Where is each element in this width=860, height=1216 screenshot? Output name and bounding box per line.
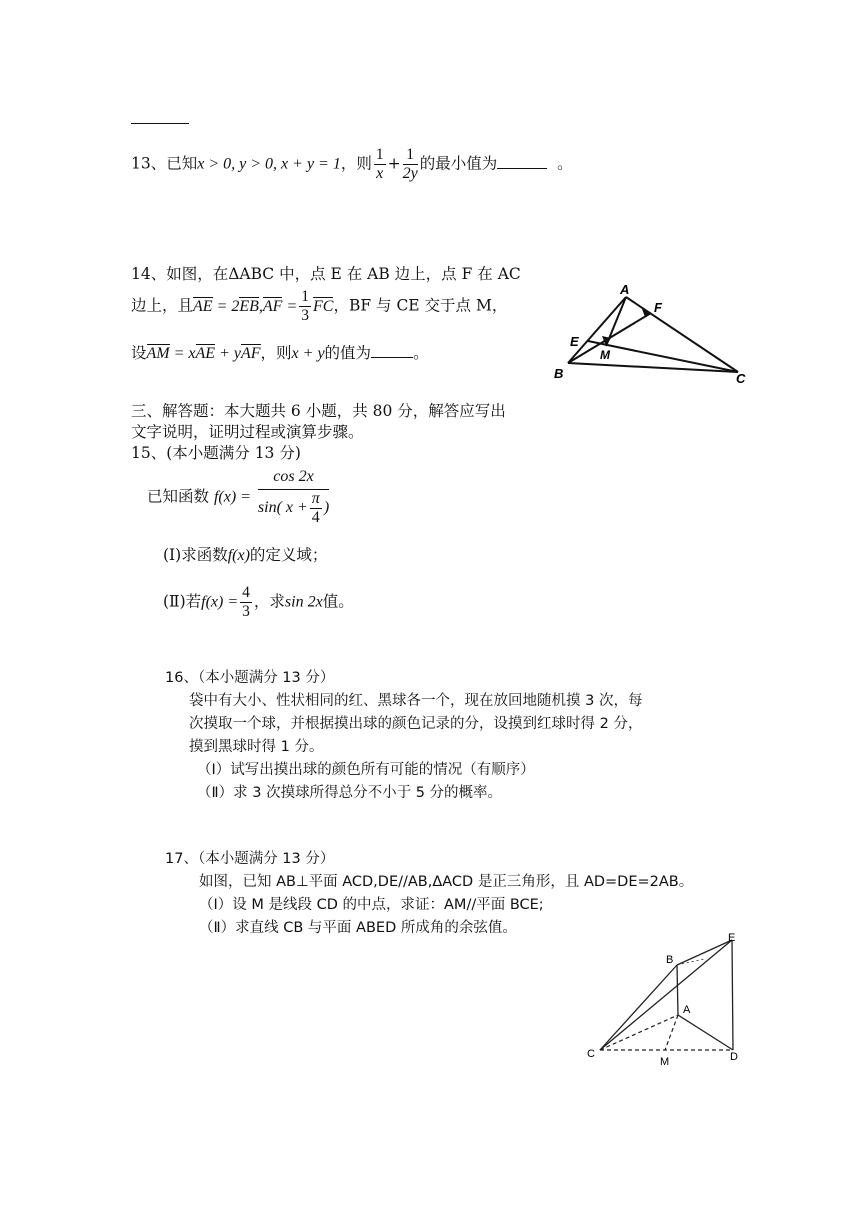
q16-text-1: 袋中有大小、性状相同的红、黑球各一个，现在放回地随机摸 3 次，每 xyxy=(189,693,643,709)
label-b: B xyxy=(666,954,674,966)
q17-part-2 xyxy=(199,917,517,939)
q14-period: 。 xyxy=(413,344,429,362)
q15-part2-sin: sin 2x xyxy=(284,593,323,611)
label-c: C xyxy=(587,1048,595,1060)
q17-text-1: 如图，已知 AB⊥平面 ACD,DE//AB,ΔACD 是正三角形，且 AD=DE=2AB。 xyxy=(199,874,694,890)
q14-condition xyxy=(193,298,297,315)
vec-af-2: AF xyxy=(240,345,261,362)
label-b: B xyxy=(554,366,564,381)
q15-part1-text-a: (I)求函数 xyxy=(163,546,228,564)
q15-fraction xyxy=(258,468,329,527)
q13-answer-blank xyxy=(497,154,547,169)
q13-fraction-1 xyxy=(374,146,386,183)
label-f: F xyxy=(654,300,662,315)
q15-part2-fraction xyxy=(240,584,252,621)
q17-head-text: 17、（本小题满分 13 分） xyxy=(165,851,335,867)
section-3-line-2: 文字说明，证明过程或演算步骤。 xyxy=(131,423,364,441)
label-d: D xyxy=(730,1051,738,1063)
line-be xyxy=(677,940,732,965)
q13-condition: x > 0, y > 0, x + y = 1 xyxy=(197,155,341,173)
triangle-lines xyxy=(568,297,738,372)
q14-line-3 xyxy=(131,342,429,365)
label-a: A xyxy=(683,1004,691,1016)
line-ed xyxy=(732,940,733,1050)
q14-xy: x + y xyxy=(291,345,325,362)
q15-text-1: 已知函数 xyxy=(147,487,210,506)
q15-part2-num: 4 xyxy=(242,584,250,601)
q14-line-2 xyxy=(131,288,507,325)
q14-frac-num: 1 xyxy=(301,288,309,305)
q13-f1-num: 1 xyxy=(375,146,384,163)
q14-fraction xyxy=(299,288,311,325)
label-c: C xyxy=(736,371,746,386)
line-cb xyxy=(600,965,677,1050)
q15-part1-fx: f(x) xyxy=(227,547,250,564)
top-rule xyxy=(131,123,189,124)
q15-part-1 xyxy=(163,544,327,567)
label-m: M xyxy=(600,348,610,362)
question-13 xyxy=(131,146,573,183)
q14-eqx: = x xyxy=(173,345,196,362)
q15-pi-den: 4 xyxy=(311,509,320,526)
q14-vector-eq xyxy=(147,345,261,362)
q13-f1-den: x xyxy=(376,165,384,182)
vec-af: AF xyxy=(262,297,283,315)
q15-pi-fraction xyxy=(310,490,322,527)
q15-numerator: cos 2x xyxy=(258,468,329,490)
q15-part2-text-a: (Ⅱ)若 xyxy=(163,592,202,611)
section-3-heading xyxy=(131,400,506,422)
solid-geometry-figure xyxy=(582,928,752,1073)
q14-text-3b: ，则 xyxy=(260,344,292,362)
q15-part2-fx: f(x) = xyxy=(201,593,239,611)
q13-text: 已知 xyxy=(166,154,198,173)
vec-am: AM xyxy=(146,345,170,362)
label-m: M xyxy=(660,1056,670,1068)
q13-f2-den: 2y xyxy=(402,165,418,182)
line-ba xyxy=(677,965,678,1015)
q14-plusy: + y xyxy=(219,345,241,362)
q16-line-1 xyxy=(189,690,642,712)
q13-number: 13、 xyxy=(131,154,167,173)
label-e: E xyxy=(570,334,579,349)
label-e: E xyxy=(728,932,736,944)
line-ab xyxy=(568,297,626,363)
q13-f2-num: 1 xyxy=(403,146,418,165)
q16-head-text: 16、（本小题满分 13 分） xyxy=(165,670,335,686)
q13-fraction-2 xyxy=(403,146,418,183)
q15-den-b: ) xyxy=(323,499,330,517)
q15-part1-text-b: 的定义域； xyxy=(249,546,328,564)
q15-pi-num: π xyxy=(311,490,320,507)
q14-frac-den: 3 xyxy=(301,307,309,324)
vec-eb: EB xyxy=(239,297,259,315)
line-ad xyxy=(678,1015,733,1050)
q16-part1-text: （Ⅰ）试写出摸出球的颜色所有可能的情况（有顺序） xyxy=(197,762,535,778)
q13-period: 。 xyxy=(557,154,573,173)
line-ca xyxy=(600,1015,678,1050)
q15-part2-den: 3 xyxy=(242,603,250,620)
q15-head-text: 15、(本小题满分 13 分) xyxy=(131,444,301,462)
q14-answer-blank xyxy=(371,343,413,358)
q14-line-1 xyxy=(131,263,521,285)
triangle-figure xyxy=(548,280,758,390)
vec-ae-2: AE xyxy=(195,345,216,362)
label-a: A xyxy=(620,282,630,297)
q16-part-1 xyxy=(197,759,535,781)
q16-heading xyxy=(165,667,334,689)
q14-eq: = xyxy=(286,297,298,315)
q16-line-3 xyxy=(189,736,323,758)
q17-part2-text: （Ⅱ）求直线 CB 与平面 ABED 所成角的余弦值。 xyxy=(199,920,517,936)
q13-plus: + xyxy=(387,154,401,173)
q16-part2-text: （Ⅱ）求 3 次摸球所得总分不小于 5 分的概率。 xyxy=(197,785,503,801)
solid-dashed-lines xyxy=(600,1015,733,1050)
line-b-mid xyxy=(677,959,704,965)
q16-line-2 xyxy=(189,713,642,735)
q13-text-2: ，则 xyxy=(340,154,372,173)
q15-function xyxy=(147,468,331,527)
q13-text-3: 的最小值为 xyxy=(419,154,498,173)
vec-fc: FC xyxy=(313,297,334,315)
q17-part1-text: （Ⅰ）设 M 是线段 CD 的中点，求证：AM//平面 BCE; xyxy=(199,897,544,913)
solid-dotted-lines xyxy=(677,959,704,965)
q15-part-2 xyxy=(163,584,354,621)
q15-denominator xyxy=(258,490,329,527)
q15-part2-text-c: 值。 xyxy=(322,592,354,611)
q14-text-3a: 设 xyxy=(131,344,147,362)
q14-comma: , xyxy=(258,297,263,315)
q17-heading xyxy=(165,848,334,870)
section-3-heading-2 xyxy=(131,421,364,443)
q14-text-1: 14、如图，在ΔABC 中，点 E 在 AB 边上，点 F 在 AC xyxy=(131,265,521,283)
q15-fx: f(x) = xyxy=(213,488,251,506)
q16-text-3: 摸到黑球时得 1 分。 xyxy=(189,739,324,755)
q15-den-a: sin( x + xyxy=(257,499,308,517)
q16-part-2 xyxy=(197,782,502,804)
q14-text-2b: ，BF 与 CE 交于点 M， xyxy=(333,296,508,315)
q14-text-3c: 的值为 xyxy=(324,344,372,362)
q17-part-1 xyxy=(199,894,544,916)
q17-line-1 xyxy=(199,871,693,893)
q15-heading xyxy=(131,442,301,464)
section-3-line-1: 三、解答题：本大题共 6 小题，共 80 分，解答应写出 xyxy=(131,402,506,420)
q16-text-2: 次摸取一个球，并根据摸出球的颜色记录的分，设摸到红球时得 2 分， xyxy=(189,716,643,732)
q15-part2-text-b: ，求 xyxy=(253,592,285,611)
q14-text-2a: 边上，且 xyxy=(131,296,194,315)
q14-eq2: = 2 xyxy=(216,297,240,315)
vec-ae: AE xyxy=(193,297,213,315)
